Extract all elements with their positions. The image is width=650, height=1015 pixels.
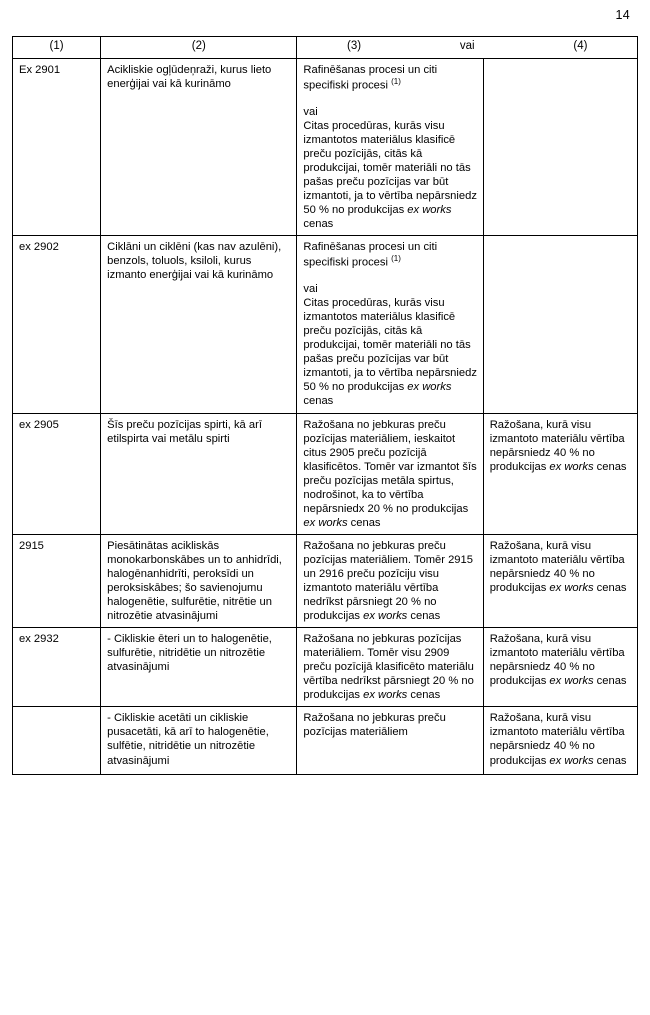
- rule-a-text: Ražošana no jebkuras preču pozīcijas materiāliem, ieskaitot citus 2905 preču pozīcijā klasificētos. Tomēr var izmantot šīs preču pozīcijas metāla spirtus, nodrošinot, ka to vērtība nepārsniedx 20 % no produkcijas ex works cenas: [303, 418, 477, 529]
- cell-code: ex 2932: [13, 628, 101, 707]
- cell-rule-a: [297, 236, 483, 413]
- term-ex-works: ex works: [549, 754, 594, 767]
- table-row: [13, 707, 638, 774]
- cell-description: Šīs preču pozīcijas spirti, kā arī etilspirta vai metālu spirti: [101, 413, 297, 534]
- cell-code: Ex 2901: [13, 59, 101, 236]
- cell-description: Piesātinātas acikliskās monokarbonskābes un to anhidrīdi, halogēnanhidrīti, peroksīdi un peroksiskābes; šo savienojumu halogenētie, sulfurētie, nitrētie un nitrozētie atvasinājumi: [101, 534, 297, 627]
- rule-a-primary: Rafinēšanas procesi un citi specifiski procesi $^{(1)}$: [303, 64, 438, 92]
- cell-rule-b: [483, 534, 637, 627]
- spacer: [303, 93, 477, 105]
- rule-a-secondary: Citas procedūras, kurās visu izmantotos materiālus klasificē preču pozīcijās, citās kā produkcijai, tomēr materiāli no tās pašas preču pozīcijas var būt izmantoti, ja to vērtība nepārsniedz 50 % no produkcijas ex works cenas: [303, 119, 477, 231]
- cell-rule-b: [483, 628, 637, 707]
- column-header-4: (4): [573, 40, 588, 52]
- term-ex-works: ex works: [407, 204, 452, 217]
- rule-a-or: vai: [303, 105, 318, 118]
- cell-rule-a: [297, 59, 483, 236]
- cell-code: [13, 707, 101, 774]
- page-number: 14: [615, 8, 630, 22]
- column-header-3: (3): [346, 40, 362, 52]
- footnote-marker: (1): [391, 77, 401, 87]
- table-row: [13, 59, 638, 236]
- cell-description: Ciklāni un ciklēni (kas nav azulēni), benzols, toluols, ksiloli, kurus izmanto enerģijai vai kā kurināmo: [101, 236, 297, 413]
- rule-a-text: Ražošana no jebkuras preču pozīcijas materiāliem. Tomēr 2915 un 2916 preču pozīciju visu izmantoto materiālu vērtība nedrīkst pārsniegt 20 % no produkcijas ex works cenas: [303, 539, 473, 623]
- table-row: [13, 534, 638, 627]
- cell-rule-a: [297, 413, 483, 534]
- rule-b-text: Ražošana, kurā visu izmantoto materiālu vērtība nepārsniedz 40 % no produkcijas ex works cenas: [489, 712, 627, 767]
- table-row: [13, 413, 638, 534]
- spacer: [303, 270, 477, 282]
- column-header-3-4: [297, 37, 638, 59]
- cell-description: - Cikliskie acetāti un cikliskie pusacetāti, kā arī to halogenētie, sulfētie, nitridētie un nitrozētie atvasinājumi: [101, 707, 297, 774]
- column-header-1: (1): [13, 37, 101, 59]
- cell-rule-b: [483, 707, 637, 774]
- column-header-3-alt: vai: [459, 40, 475, 52]
- rule-b-text: Ražošana, kurā visu izmantoto materiālu vērtība nepārsniedz 40 % no produkcijas ex works cenas: [489, 633, 627, 688]
- term-ex-works: ex works: [407, 381, 452, 394]
- table-header-row: [13, 37, 638, 59]
- cell-code: ex 2905: [13, 413, 101, 534]
- rule-a-or: vai: [303, 283, 318, 296]
- term-ex-works: ex works: [549, 460, 594, 473]
- term-ex-works: ex works: [303, 516, 348, 529]
- cell-description: - Cikliskie ēteri un to halogenētie, sulfurētie, nitridētie un nitrozētie atvasinājumi: [101, 628, 297, 707]
- cell-code: 2915: [13, 534, 101, 627]
- table-row: [13, 628, 638, 707]
- rule-b-text: Ražošana, kurā visu izmantoto materiālu vērtība nepārsniedz 40 % no produkcijas ex works cenas: [489, 539, 627, 595]
- rule-a-secondary: Citas procedūras, kurās visu izmantotos materiālus klasificē preču pozīcijās, citās kā produkcijai, tomēr materiāli no tās pašas preču pozīcijas var būt izmantoti, ja to vērtība nepārsniedz 50 % no produkcijas ex works cenas: [303, 297, 477, 408]
- term-ex-works: ex works: [363, 689, 408, 702]
- term-ex-works: ex works: [549, 582, 594, 595]
- cell-description: Acikliskie ogļūdeņraži, kurus lieto enerģijai vai kā kurināmo: [101, 59, 297, 236]
- cell-rule-b: [483, 59, 637, 236]
- cell-rule-b: [483, 236, 637, 413]
- cell-rule-b: [483, 413, 637, 534]
- cell-rule-a: [297, 534, 483, 627]
- footnote-marker: (1): [391, 254, 401, 264]
- cell-rule-a: [297, 628, 483, 707]
- rule-b-text: Ražošana, kurā visu izmantoto materiālu vērtība nepārsniedz 40 % no produkcijas ex works cenas: [489, 418, 627, 473]
- column-header-2: (2): [101, 37, 297, 59]
- origin-rules-table: [12, 36, 638, 775]
- table-row: [13, 236, 638, 413]
- cell-rule-a: [297, 707, 483, 774]
- term-ex-works: ex works: [549, 675, 594, 688]
- rule-a-text: Ražošana no jebkuras preču pozīcijas materiāliem: [303, 712, 446, 739]
- term-ex-works: ex works: [363, 610, 408, 623]
- cell-code: ex 2902: [13, 236, 101, 413]
- rule-a-primary: Rafinēšanas procesi un citi specifiski procesi $^{(1)}$: [303, 241, 438, 270]
- rule-a-text: Ražošana no jebkuras pozīcijas materiāliem. Tomēr visu 2909 preču pozīcijā klasificēto materiālu vērtība nedrīkst pārsniegt 20 % no produkcijas ex works cenas: [303, 633, 474, 702]
